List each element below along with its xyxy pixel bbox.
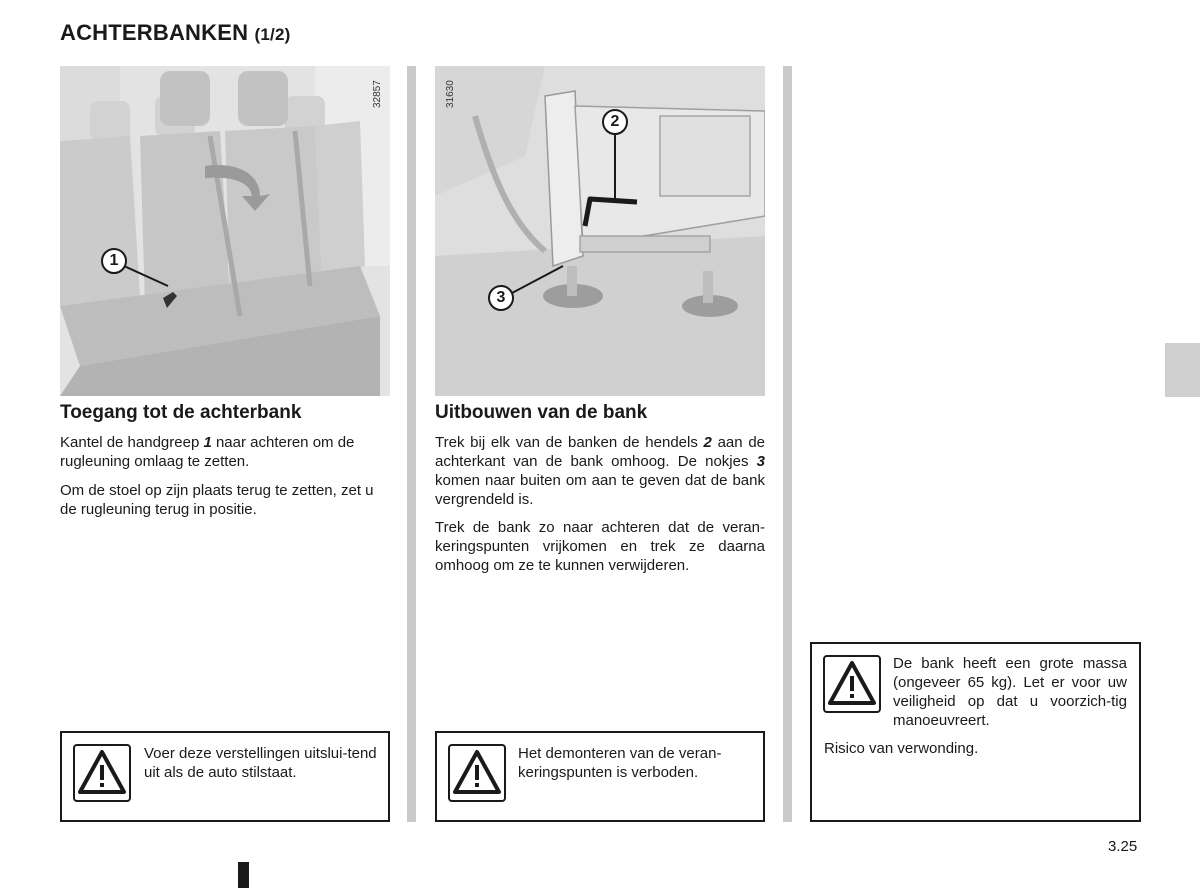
warning-box-middle bbox=[435, 731, 765, 822]
warning-text-middle: Het demonteren van de veran-keringspunten is verboden. bbox=[518, 745, 722, 781]
warning-triangle-icon bbox=[448, 744, 506, 802]
photo-code-left: 32857 bbox=[372, 80, 383, 108]
access-ref-1: 1 bbox=[203, 434, 212, 451]
warning-box-right bbox=[810, 642, 1141, 822]
access-text-a: Kantel de handgreep bbox=[60, 434, 204, 451]
removal-ref-3: 3 bbox=[756, 453, 765, 470]
removal-text-c: komen naar buiten om aan te geven dat de bank vergrendeld is. bbox=[435, 472, 765, 508]
removal-text-b: aan de achterkant van de bank omhoog. De nokjes bbox=[435, 434, 766, 470]
photo-code-middle: 31630 bbox=[445, 80, 456, 108]
removal-ref-2: 2 bbox=[703, 434, 712, 451]
warning-box-left bbox=[60, 731, 390, 822]
page-title bbox=[60, 20, 290, 46]
rear-seat-photo bbox=[60, 66, 390, 396]
removal-text-a: Trek bij elk van de banken de hendels bbox=[435, 434, 704, 451]
page-title-part: (1/2) bbox=[254, 25, 291, 44]
warning-triangle-icon bbox=[73, 744, 131, 802]
removal-paragraph-2: Trek de bank zo naar achteren dat de veran-keringspunten vrijkomen en trek ze daarna omhoog om ze te kunnen verwijderen. bbox=[435, 519, 765, 574]
page-number: 3.25 bbox=[1108, 838, 1138, 855]
access-paragraph-1 bbox=[60, 433, 391, 471]
removal-paragraph-1 bbox=[435, 433, 765, 509]
warning-text-right-2: Risico van verwonding. bbox=[824, 740, 979, 757]
warning-text-right-1: De bank heeft een grote massa (ongeveer 65 kg). Let er voor uw veiligheid op dat u voorzich-tig manoeuvreert. bbox=[893, 655, 1127, 729]
warning-triangle-icon bbox=[823, 655, 881, 713]
access-text-b: naar achteren om de rugleuning omlaag te zetten. bbox=[60, 434, 355, 470]
crop-mark bbox=[238, 862, 249, 888]
column-divider-left bbox=[407, 66, 416, 822]
section-title-access: Toegang tot de achterbank bbox=[60, 402, 302, 423]
seat-removal-photo bbox=[435, 66, 765, 396]
section-title-removal: Uitbouwen van de bank bbox=[435, 402, 648, 423]
page-title-text: ACHTERBANKEN bbox=[60, 20, 249, 45]
warning-text-left: Voer deze verstellingen uitslui-tend uit als de auto stilstaat. bbox=[144, 745, 377, 781]
callout-2-label: 2 bbox=[610, 113, 620, 130]
column-divider-right bbox=[783, 66, 792, 822]
access-paragraph-2: Om de stoel op zijn plaats terug te zetten, zet u de rugleuning terug in positie. bbox=[60, 482, 374, 518]
callout-1-label: 1 bbox=[109, 252, 119, 269]
callout-3-label: 3 bbox=[496, 289, 506, 306]
chapter-tab bbox=[1165, 343, 1200, 397]
